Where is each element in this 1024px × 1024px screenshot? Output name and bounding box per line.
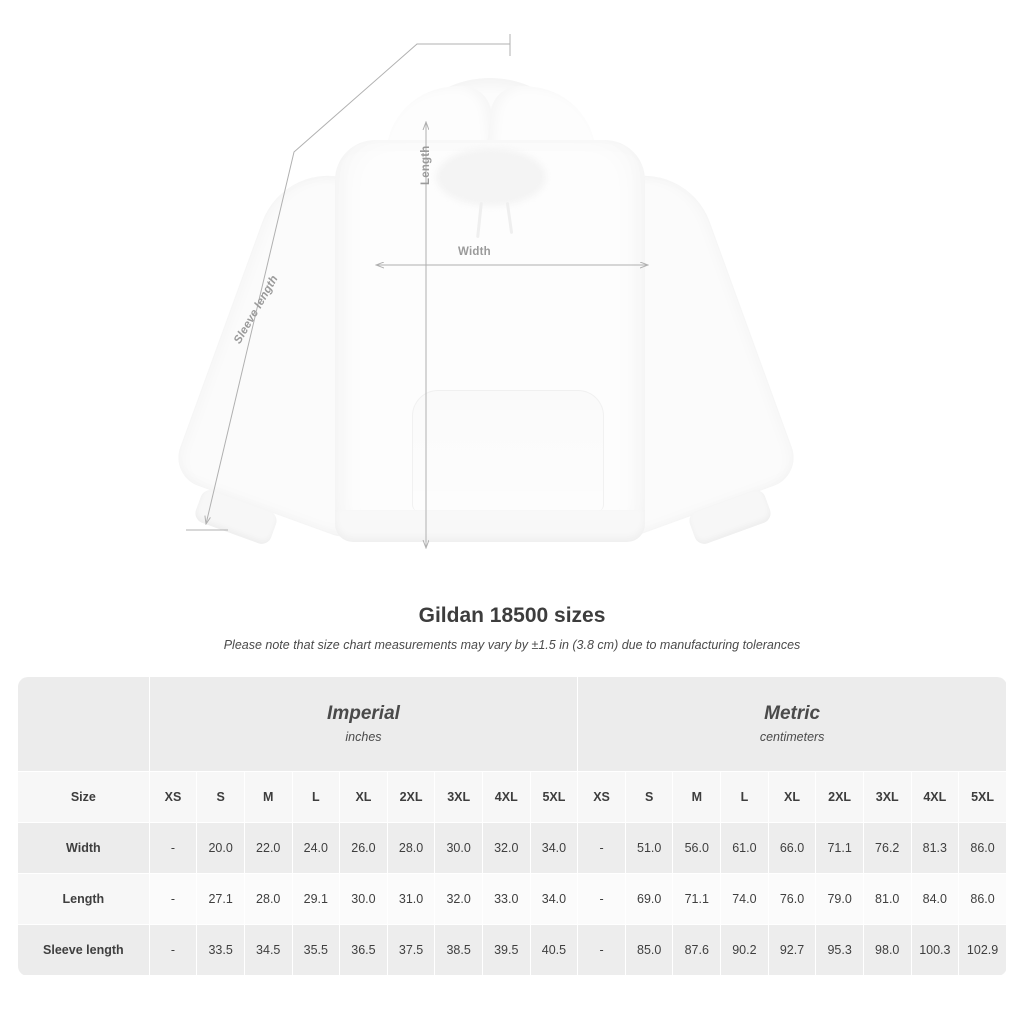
cell-width-metric-xl: 66.0	[768, 823, 816, 874]
cell-length-imperial-2xl: 31.0	[387, 874, 435, 925]
table-row	[18, 823, 1007, 874]
cell-sleeve-metric-s: 85.0	[625, 925, 673, 976]
cell-length-imperial-xl: 30.0	[340, 874, 388, 925]
cell-sleeve-imperial-2xl: 37.5	[387, 925, 435, 976]
cell-sleeve-imperial-m: 34.5	[244, 925, 292, 976]
size-col-imperial-s: S	[197, 772, 245, 823]
size-col-metric-s: S	[625, 772, 673, 823]
size-col-metric-2xl: 2XL	[816, 772, 864, 823]
group-system-metric: Metric	[764, 703, 821, 725]
cell-length-metric-l: 74.0	[721, 874, 769, 925]
table-size-header-row	[18, 772, 1007, 823]
cell-width-imperial-xl: 26.0	[340, 823, 388, 874]
group-system-imperial: Imperial	[327, 703, 400, 725]
cell-sleeve-metric-xl: 92.7	[768, 925, 816, 976]
cell-length-imperial-xs: -	[149, 874, 197, 925]
cell-width-metric-s: 51.0	[625, 823, 673, 874]
cell-length-imperial-5xl: 34.0	[530, 874, 578, 925]
cell-length-imperial-l: 29.1	[292, 874, 340, 925]
size-col-imperial-xl: XL	[340, 772, 388, 823]
chart-caption	[0, 590, 1024, 652]
size-chart-table-wrapper	[17, 676, 1007, 976]
hoodie-graphic	[190, 30, 790, 560]
hoodie-hem	[335, 510, 645, 542]
cell-length-metric-xs: -	[578, 874, 626, 925]
size-col-metric-5xl: 5XL	[959, 772, 1007, 823]
chart-title: Gildan 18500 sizes	[418, 604, 606, 627]
hoodie-neck-opening	[436, 148, 546, 206]
size-col-imperial-xs: XS	[149, 772, 197, 823]
cell-sleeve-imperial-3xl: 38.5	[435, 925, 483, 976]
cell-length-imperial-s: 27.1	[197, 874, 245, 925]
size-col-imperial-3xl: 3XL	[435, 772, 483, 823]
size-col-imperial-m: M	[244, 772, 292, 823]
chart-tolerance-note: Please note that size chart measurements may vary by ±1.5 in (3.8 cm) due to manufacturing tolerances	[223, 638, 801, 652]
size-col-imperial-5xl: 5XL	[530, 772, 578, 823]
size-col-metric-3xl: 3XL	[863, 772, 911, 823]
table-row	[18, 874, 1007, 925]
cell-width-metric-2xl: 71.1	[816, 823, 864, 874]
row-label-length: Length	[18, 874, 150, 925]
cell-length-metric-xl: 76.0	[768, 874, 816, 925]
size-col-metric-m: M	[673, 772, 721, 823]
cell-width-metric-m: 56.0	[673, 823, 721, 874]
size-col-metric-xs: XS	[578, 772, 626, 823]
cell-length-metric-s: 69.0	[625, 874, 673, 925]
cell-length-imperial-3xl: 32.0	[435, 874, 483, 925]
cell-width-metric-3xl: 76.2	[863, 823, 911, 874]
cell-sleeve-imperial-xs: -	[149, 925, 197, 976]
cell-sleeve-metric-3xl: 98.0	[863, 925, 911, 976]
row-label-width: Width	[18, 823, 150, 874]
cell-sleeve-imperial-s: 33.5	[197, 925, 245, 976]
cell-width-imperial-2xl: 28.0	[387, 823, 435, 874]
cell-length-metric-3xl: 81.0	[863, 874, 911, 925]
size-col-imperial-4xl: 4XL	[482, 772, 530, 823]
size-header-cell: Size	[18, 772, 150, 823]
cell-width-imperial-l: 24.0	[292, 823, 340, 874]
cell-width-metric-l: 61.0	[721, 823, 769, 874]
cell-width-imperial-3xl: 30.0	[435, 823, 483, 874]
cell-width-imperial-xs: -	[149, 823, 197, 874]
sleeve-length-label: Sleeve length	[232, 273, 281, 346]
cell-length-metric-2xl: 79.0	[816, 874, 864, 925]
cell-sleeve-metric-2xl: 95.3	[816, 925, 864, 976]
cell-length-metric-4xl: 84.0	[911, 874, 959, 925]
cell-sleeve-imperial-4xl: 39.5	[482, 925, 530, 976]
hoodie-kangaroo-pocket	[412, 390, 604, 511]
size-col-imperial-2xl: 2XL	[387, 772, 435, 823]
cell-length-metric-m: 71.1	[673, 874, 721, 925]
size-col-metric-l: L	[721, 772, 769, 823]
cell-width-metric-xs: -	[578, 823, 626, 874]
size-chart-table	[17, 676, 1007, 976]
cell-width-imperial-5xl: 34.0	[530, 823, 578, 874]
cell-width-imperial-4xl: 32.0	[482, 823, 530, 874]
cell-sleeve-metric-l: 90.2	[721, 925, 769, 976]
cell-length-imperial-m: 28.0	[244, 874, 292, 925]
cell-sleeve-metric-5xl: 102.9	[959, 925, 1007, 976]
group-unit-imperial: inches	[345, 729, 382, 744]
width-label: Width	[458, 246, 491, 258]
group-header-metric	[578, 677, 1007, 772]
cell-sleeve-metric-m: 87.6	[673, 925, 721, 976]
cell-sleeve-metric-xs: -	[578, 925, 626, 976]
size-col-imperial-l: L	[292, 772, 340, 823]
length-label: Length	[420, 145, 432, 185]
group-unit-metric: centimeters	[759, 729, 825, 744]
table-row	[18, 925, 1007, 976]
size-col-metric-xl: XL	[768, 772, 816, 823]
cell-sleeve-imperial-l: 35.5	[292, 925, 340, 976]
size-col-metric-4xl: 4XL	[911, 772, 959, 823]
cell-width-metric-4xl: 81.3	[911, 823, 959, 874]
cell-sleeve-metric-4xl: 100.3	[911, 925, 959, 976]
cell-length-imperial-4xl: 33.0	[482, 874, 530, 925]
cell-width-imperial-m: 22.0	[244, 823, 292, 874]
cell-width-metric-5xl: 86.0	[959, 823, 1007, 874]
cell-sleeve-imperial-xl: 36.5	[340, 925, 388, 976]
row-label-sleeve-length: Sleeve length	[18, 925, 150, 976]
table-group-header-row	[18, 677, 1007, 772]
cell-sleeve-imperial-5xl: 40.5	[530, 925, 578, 976]
cell-width-imperial-s: 20.0	[197, 823, 245, 874]
cell-length-metric-5xl: 86.0	[959, 874, 1007, 925]
corner-cell	[18, 677, 150, 772]
group-header-imperial	[149, 677, 578, 772]
